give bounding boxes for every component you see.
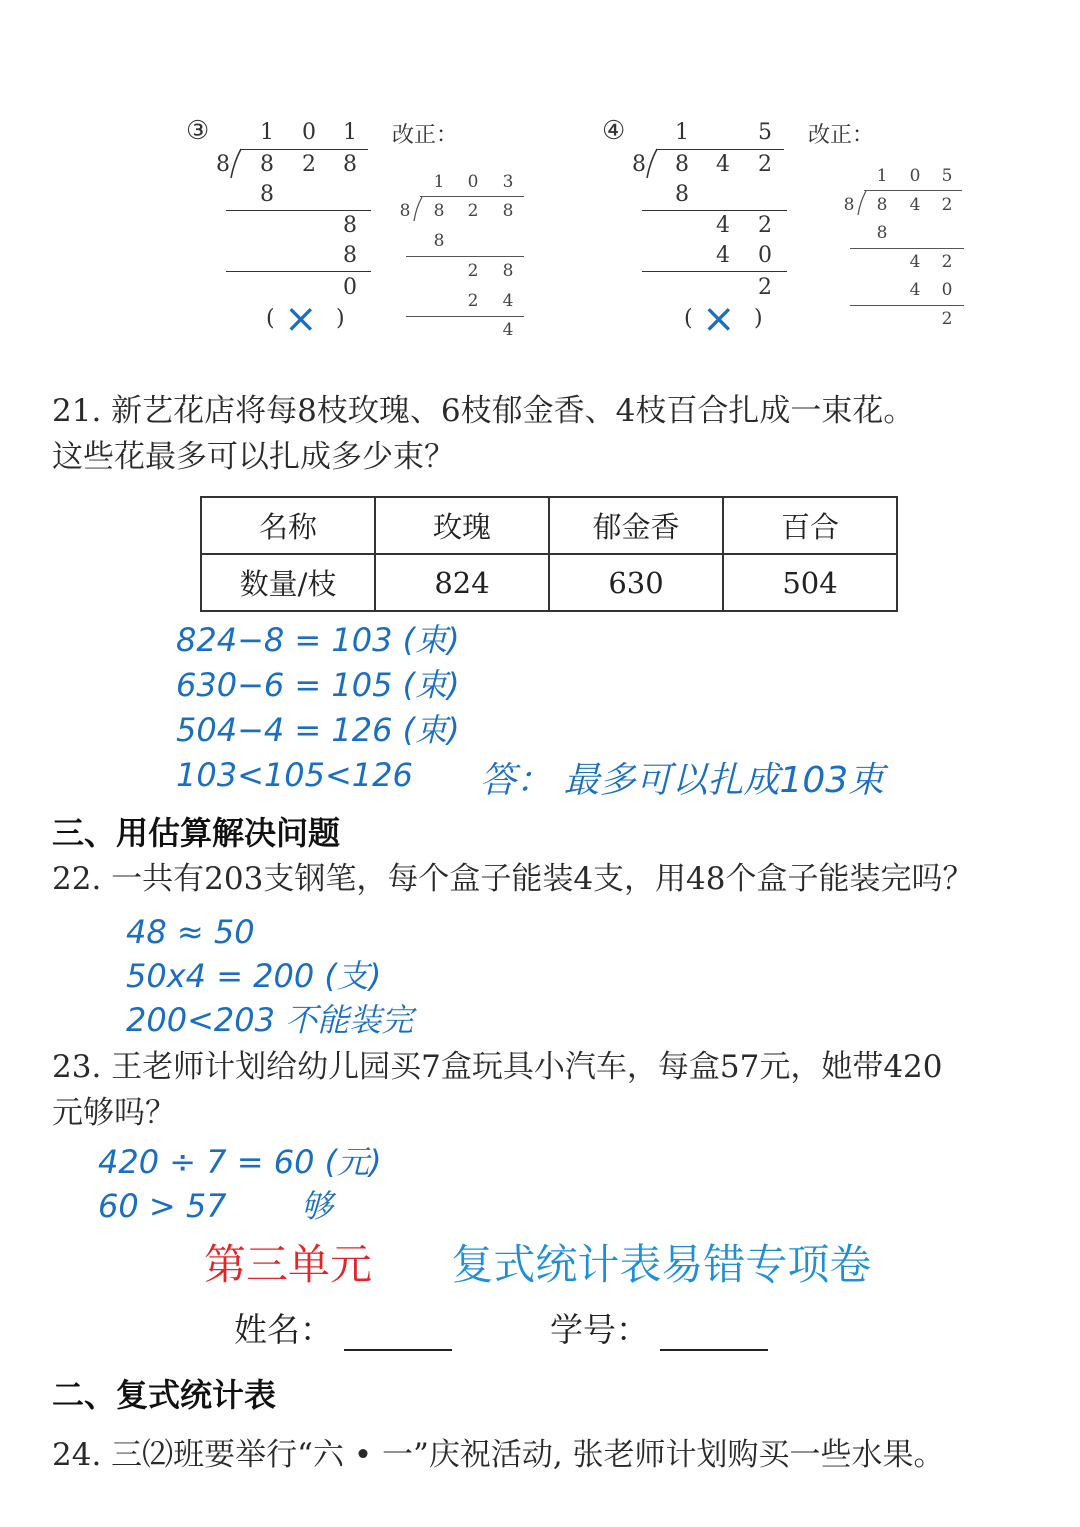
quotient-digit: 0 (909, 166, 921, 186)
question-23-line2: 元够吗？ (52, 1095, 176, 1131)
question-22: 22. 一共有203支钢笔，每个盒子能装4支，用48个盒子能装完吗？ (52, 861, 974, 897)
unit-title (204, 1232, 871, 1292)
step-digit: 8 (876, 223, 888, 243)
question-21-line2: 这些花最多可以扎成多少束？ (52, 439, 455, 475)
table-cell: 百合 (723, 497, 897, 554)
dividend-digit: 4 (909, 195, 921, 215)
quotient-digit: 1 (260, 120, 274, 145)
correction-label: 改正： (808, 123, 875, 148)
division-bracket (857, 190, 868, 216)
work-line: 420 ÷ 7 = 60 (元) (98, 1143, 382, 1181)
step-digit: 2 (467, 291, 479, 311)
id-label: 学号： (550, 1310, 649, 1349)
step-digit: 2 (467, 261, 479, 281)
quotient-digit: 5 (758, 120, 772, 145)
unit-title-part2: 复式统计表易错专项卷 (451, 1240, 872, 1289)
step-digit: 2 (758, 213, 772, 238)
work-line: 824−8 = 103 (束) (176, 621, 460, 659)
table-cell: 824 (375, 554, 549, 611)
name-row (234, 1304, 768, 1351)
step-digit: 8 (260, 182, 274, 207)
step-line (850, 305, 964, 306)
question-21 (52, 388, 1062, 480)
step-line (850, 248, 964, 249)
remainder: 4 (502, 320, 514, 340)
step-digit: 4 (716, 243, 730, 268)
question-24: 24. 三⑵班要举行“六 • 一”庆祝活动, 张老师计划购买一些水果。 (52, 1437, 945, 1473)
divisor: 8 (843, 195, 855, 215)
work-line: 200<203 不能装完 (126, 1001, 414, 1039)
dividend-digit: 8 (343, 152, 357, 177)
section-2-heading: 二、复式统计表 (52, 1376, 277, 1414)
quotient-digit: 1 (675, 120, 689, 145)
dividend-digit: 4 (716, 152, 730, 177)
section-3-heading: 三、用估算解决问题 (52, 814, 341, 852)
work-compare: 60 > 57 (98, 1187, 227, 1225)
quotient-digit: 1 (433, 172, 445, 192)
wrong-mark: × (702, 296, 736, 342)
problem-4-label: ④ (602, 116, 626, 146)
unit-title-part1: 第三单元 (204, 1240, 373, 1289)
paren: ( (684, 306, 693, 331)
table-cell: 504 (723, 554, 897, 611)
division-bar (864, 190, 962, 191)
quotient-digit: 5 (941, 166, 953, 186)
divisor: 8 (216, 152, 230, 177)
dividend-digit: 8 (502, 201, 514, 221)
name-label: 姓名： (234, 1310, 333, 1349)
step-digit: 2 (941, 252, 953, 272)
divisor: 8 (399, 201, 411, 221)
step-digit: 0 (941, 280, 953, 300)
work-line: 504−4 = 126 (束) (176, 711, 460, 749)
step-digit: 8 (502, 261, 514, 281)
quotient-digit: 1 (343, 120, 357, 145)
paren: ( (266, 306, 275, 331)
dividend-digit: 8 (433, 201, 445, 221)
step-digit: 8 (343, 243, 357, 268)
question-23-line1: 23. 王老师计划给幼儿园买7盒玩具小汽车，每盒57元，她带420 (52, 1049, 943, 1085)
question-21-answer: 答： 最多可以扎成103束 (480, 760, 885, 801)
work-line: 50x4 = 200 (支) (126, 957, 382, 995)
remainder: 2 (758, 275, 772, 300)
table-cell: 名称 (201, 497, 375, 554)
paren: ) (336, 306, 345, 331)
quotient-digit: 0 (467, 172, 479, 192)
remainder: 2 (941, 309, 953, 329)
table-cell: 玫瑰 (375, 497, 549, 554)
correction-label: 改正： (392, 123, 459, 148)
dividend-digit: 2 (941, 195, 953, 215)
step-digit: 4 (716, 213, 730, 238)
table-cell: 数量/枝 (201, 554, 375, 611)
work-line: 630−6 = 105 (束) (176, 666, 460, 704)
step-digit: 0 (758, 243, 772, 268)
step-digit: 8 (343, 213, 357, 238)
step-digit: 8 (675, 182, 689, 207)
id-field[interactable] (660, 1315, 768, 1351)
dividend-digit: 2 (467, 201, 479, 221)
question-21-line1: 21. 新艺花店将每8枝玫瑰、6枝郁金香、4枝百合扎成一束花。 (52, 393, 915, 429)
step-digit: 4 (502, 291, 514, 311)
quotient-digit: 1 (876, 166, 888, 186)
question-22-work (126, 910, 413, 1042)
dividend-digit: 2 (302, 152, 316, 177)
table-row (201, 554, 897, 611)
work-line: 48 ≈ 50 (126, 913, 255, 951)
table-header-row (201, 497, 897, 554)
question-21-work (176, 618, 460, 798)
work-line (98, 1184, 382, 1228)
remainder: 0 (343, 275, 357, 300)
flower-table (200, 496, 898, 612)
dividend-digit: 8 (876, 195, 888, 215)
quotient-digit: 0 (302, 120, 316, 145)
name-field[interactable] (344, 1315, 452, 1351)
paren: ) (754, 306, 763, 331)
dividend-digit: 8 (675, 152, 689, 177)
work-conclusion: 够 (300, 1187, 333, 1225)
step-digit: 4 (909, 280, 921, 300)
dividend-digit: 2 (758, 152, 772, 177)
work-line: 103<105<126 (176, 756, 413, 794)
dividend-digit: 8 (260, 152, 274, 177)
table-cell: 630 (549, 554, 723, 611)
step-digit: 4 (909, 252, 921, 272)
quotient-digit: 3 (502, 172, 514, 192)
divisor: 8 (632, 152, 646, 177)
problem-4-correction (0, 0, 1080, 350)
wrong-mark: × (284, 296, 318, 342)
table-cell: 郁金香 (549, 497, 723, 554)
problem-3-label: ③ (186, 116, 210, 146)
question-23 (52, 1044, 1062, 1136)
step-digit: 8 (433, 231, 445, 251)
question-23-work (98, 1140, 382, 1228)
